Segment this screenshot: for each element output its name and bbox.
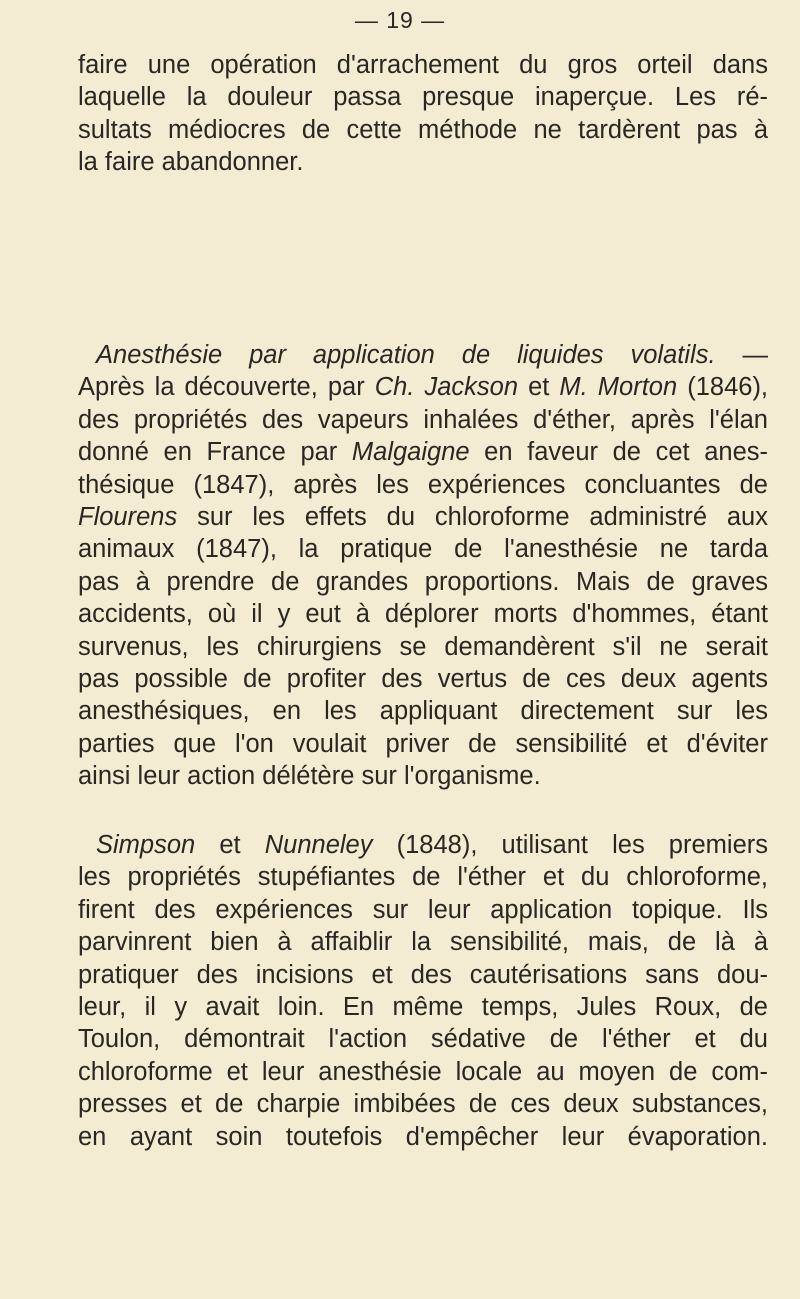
text-line: pas possible de profiter des vertus de ces deux agents <box>78 665 768 694</box>
paragraph-3 <box>78 829 768 1153</box>
text-line: firent des expériences sur leur application topique. Ils <box>78 895 768 924</box>
text-line: presses et de charpie imbibées de ces deux substances, <box>78 1090 768 1119</box>
author-name: Simpson <box>96 831 196 859</box>
text-run: (1848), utilisant les premiers <box>372 831 768 859</box>
text-line: en ayant soin toutefois d'empêcher leur évaporation. <box>78 1122 768 1151</box>
text-line: accidents, où il y eut à déplorer morts d'hommes, étant <box>78 600 768 629</box>
author-name: Ch. Jackson <box>374 373 519 402</box>
section-heading-line <box>78 339 768 371</box>
text-run: Après la découverte, par <box>78 373 375 402</box>
text-line: parties que l'on voulait priver de sensibilité et d'éviter <box>78 729 768 758</box>
text-line <box>78 501 768 533</box>
text-line: survenus, les chirurgiens se demandèrent s'il ne serait <box>78 632 768 661</box>
text-line: chloroforme et leur anesthésie locale au moyen de com- <box>78 1057 768 1086</box>
page-number: — 19 — <box>354 7 446 33</box>
text-line: des propriétés des vapeurs inhalées d'éther, après l'élan <box>78 405 768 434</box>
author-name: Nunneley <box>264 831 373 859</box>
text-line: ainsi leur action délétère sur l'organisme. <box>78 762 541 791</box>
heading-dash: — <box>715 341 768 369</box>
text-line: pas à prendre de grandes proportions. Mais de graves <box>78 567 768 596</box>
text-run: (1846), <box>677 373 769 402</box>
text-line: thésique (1847), après les expériences concluantes de <box>78 470 768 499</box>
text-line: sultats médiocres de cette méthode ne tardèrent pas à <box>78 115 768 144</box>
text-run: sur les effets du chloroforme administré aux <box>177 503 768 532</box>
text-line: les propriétés stupéfiantes de l'éther et du chloroforme, <box>78 863 768 892</box>
author-name: Flourens <box>78 503 178 532</box>
text-line: pratiquer des incisions et des cautérisations sans dou- <box>78 960 768 989</box>
text-line: animaux (1847), la pratique de l'anesthésie ne tarda <box>78 535 768 564</box>
text-line: laquelle la douleur passa presque inaperçue. Les ré- <box>78 83 768 112</box>
text-run: en faveur de cet anes- <box>469 438 768 467</box>
text-run: donné en France par <box>78 438 352 467</box>
text-run: et <box>195 831 265 859</box>
paragraph-1 <box>78 49 768 179</box>
text-line: leur, il y avait loin. En même temps, Jules Roux, de <box>78 993 768 1022</box>
text-line <box>78 371 768 403</box>
text-run: et <box>518 373 560 402</box>
section-heading: Anesthésie par application de liquides volatils. <box>96 341 716 369</box>
text-line: Toulon, démontrait l'action sédative de l'éther et du <box>78 1025 768 1054</box>
text-line <box>78 829 768 861</box>
text-line: anesthésiques, en les appliquant directement sur les <box>78 697 768 726</box>
text-line: faire une opération d'arrachement du gros orteil dans <box>78 51 768 79</box>
author-name: M. Morton <box>559 373 678 402</box>
text-line <box>78 436 768 468</box>
author-name: Malgaigne <box>351 438 470 467</box>
text-line: parvinrent bien à affaiblir la sensibilité, mais, de là à <box>78 928 768 957</box>
paragraph-2 <box>78 339 768 793</box>
text-line: la faire abandonner. <box>78 148 304 177</box>
